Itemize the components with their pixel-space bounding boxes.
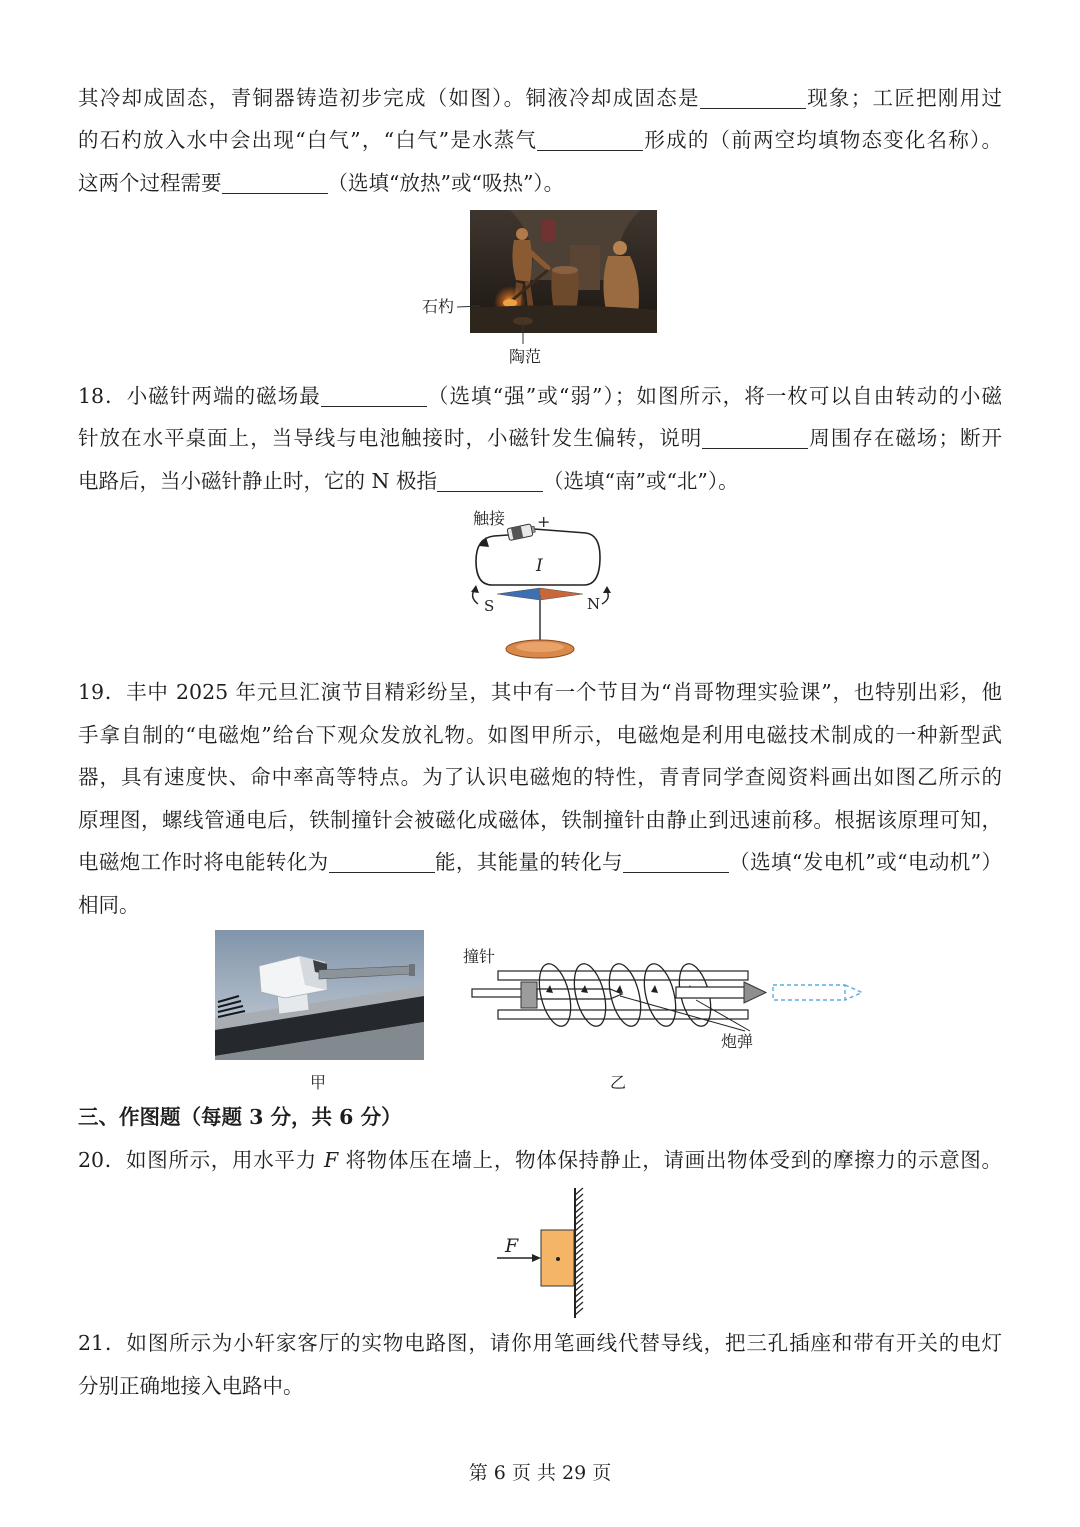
q21-line-1 <box>78 1328 1002 1358</box>
q17-line-1 <box>78 83 1002 113</box>
force-symbol: F <box>324 1148 339 1172</box>
text-segment: 18．小磁针两端的磁场最 <box>78 384 321 408</box>
ladle-leader-line <box>457 306 480 307</box>
q17-line-3 <box>78 168 1002 198</box>
text-segment: 手拿自制的“电磁炮”给台下观众发放礼物。如图甲所示，电磁炮是利用电磁技术制成的一种新型武 <box>78 723 1002 747</box>
answer-blank <box>329 871 435 873</box>
mold-label: 陶范 <box>509 347 542 366</box>
battery <box>507 523 536 540</box>
text-segment: 形成的（前两空均填物态变化名称）。 <box>643 128 1002 152</box>
text-segment: 20．如图所示，用水平力 <box>78 1148 325 1172</box>
text-segment: （选填“放热”或“吸热”）。 <box>327 171 565 195</box>
stand-base-top <box>516 642 564 652</box>
rotate-right-arrow-icon <box>602 586 611 604</box>
q21-line-2 <box>78 1371 1002 1401</box>
striker-rod <box>472 989 522 997</box>
text-segment: （选填“南”或“北”）。 <box>542 469 739 493</box>
q20-figure <box>490 1185 590 1320</box>
force-arrow-icon <box>532 1254 541 1262</box>
text-segment: 19．丰中 2025 年元旦汇演节目精彩纷呈，其中有一个节目为“肖哥物理实验课”，也特别出彩，他 <box>78 680 1002 704</box>
text-segment: 现象；工匠把刚用过 <box>805 86 1002 110</box>
text-segment: 其冷却成固态，青铜器铸造初步完成（如图）。铜液冷却成固态是 <box>78 86 700 110</box>
text-segment: （选填“发电机”或“电动机”） <box>728 850 1002 874</box>
q17-figure <box>410 203 670 368</box>
q19-line-1 <box>78 677 1002 707</box>
positive-sign: + <box>537 512 551 531</box>
ladle-label: 石杓 <box>422 297 455 316</box>
railgun-principle-diagram <box>460 945 870 1060</box>
figure-a-caption: 甲 <box>310 1073 327 1092</box>
force-label: F <box>505 1235 519 1257</box>
text-segment: 分别正确地接入电路中。 <box>78 1374 304 1398</box>
answer-blank <box>700 107 806 109</box>
leader-lines <box>410 203 670 368</box>
projectile-body <box>676 987 746 998</box>
projectile-label: 炮弹 <box>721 1032 754 1051</box>
q19-figure-b <box>460 945 870 1060</box>
q19-figure-a <box>215 930 424 1060</box>
answer-blank <box>702 447 808 449</box>
page-number: 第 6 页 共 29 页 <box>468 1462 612 1484</box>
railgun-photo <box>215 930 424 1060</box>
needle-south-half <box>497 588 540 600</box>
text-segment: 原理图，螺线管通电后，铁制撞针会被磁化成磁体，铁制撞针由静止到迅速前移。根据该原理可知， <box>78 808 1002 832</box>
needle-north-half <box>540 588 583 600</box>
block-center-dot <box>556 1257 560 1261</box>
q19-line-2 <box>78 720 1002 750</box>
answer-blank <box>321 405 427 407</box>
wall-hatching <box>575 1188 583 1315</box>
answer-blank <box>222 192 328 194</box>
text-segment: （选填“强”或“弱”）；如图所示，将一枚可以自由转动的小磁 <box>426 384 1002 408</box>
figure-b-caption: 乙 <box>610 1073 627 1092</box>
page-footer <box>340 1458 740 1488</box>
projectile-tip <box>744 982 766 1003</box>
text-segment: 的石杓放入水中会出现“白气”，“白气”是水蒸气 <box>78 128 538 152</box>
text-segment: 针放在水平桌面上，当导线与电池触接时，小磁针发生偏转，说明 <box>78 426 703 450</box>
text-segment: 电磁炮工作时将电能转化为 <box>78 850 329 874</box>
text-segment: 这两个过程需要 <box>78 171 222 195</box>
q19-line-4 <box>78 805 1002 835</box>
section-title: 三、作图题（每题 3 分，共 6 分） <box>78 1105 402 1129</box>
text-segment: 21．如图所示为小轩家客厅的实物电路图，请你用笔画线代替导线，把三孔插座和带有开关的电灯 <box>78 1331 1002 1355</box>
q18-line-2 <box>78 423 1002 453</box>
q18-line-3 <box>78 466 1002 496</box>
rotate-left-arrow-icon <box>471 585 479 604</box>
text-segment: 将物体压在墙上，物体保持静止，请画出物体受到的摩擦力的示意图。 <box>338 1148 1002 1172</box>
launched-projectile-outline <box>773 985 862 1000</box>
north-pole-label: N <box>587 595 601 613</box>
upper-rail <box>498 971 748 980</box>
current-label: I <box>536 556 543 576</box>
text-segment: 周围存在磁场；断开 <box>808 426 1002 450</box>
q19-line-5 <box>78 847 1002 877</box>
striker-label: 撞针 <box>463 947 496 966</box>
q20-line-1 <box>78 1145 1002 1175</box>
answer-blank <box>437 490 543 492</box>
answer-blank <box>623 871 729 873</box>
contact-label: 触接 <box>473 509 506 528</box>
south-pole-label: S <box>484 597 495 615</box>
section-heading <box>78 1102 1002 1132</box>
q18-line-1 <box>78 381 1002 411</box>
text-segment: 能，其能量的转化与 <box>434 850 623 874</box>
text-segment: 相同。 <box>78 893 140 917</box>
striker-head <box>521 982 537 1008</box>
text-segment: 器，具有速度快、命中率高等特点。为了认识电磁炮的特性，青青同学查阅资料画出如图乙所示的 <box>78 765 1002 789</box>
text-segment: 电路后，当小磁针静止时，它的 N 极指 <box>78 469 437 493</box>
q19-line-6 <box>78 890 1002 920</box>
q19-line-3 <box>78 762 1002 792</box>
barrel-muzzle <box>409 964 415 976</box>
q17-line-2 <box>78 125 1002 155</box>
q18-figure <box>460 505 620 665</box>
answer-blank <box>537 149 643 151</box>
